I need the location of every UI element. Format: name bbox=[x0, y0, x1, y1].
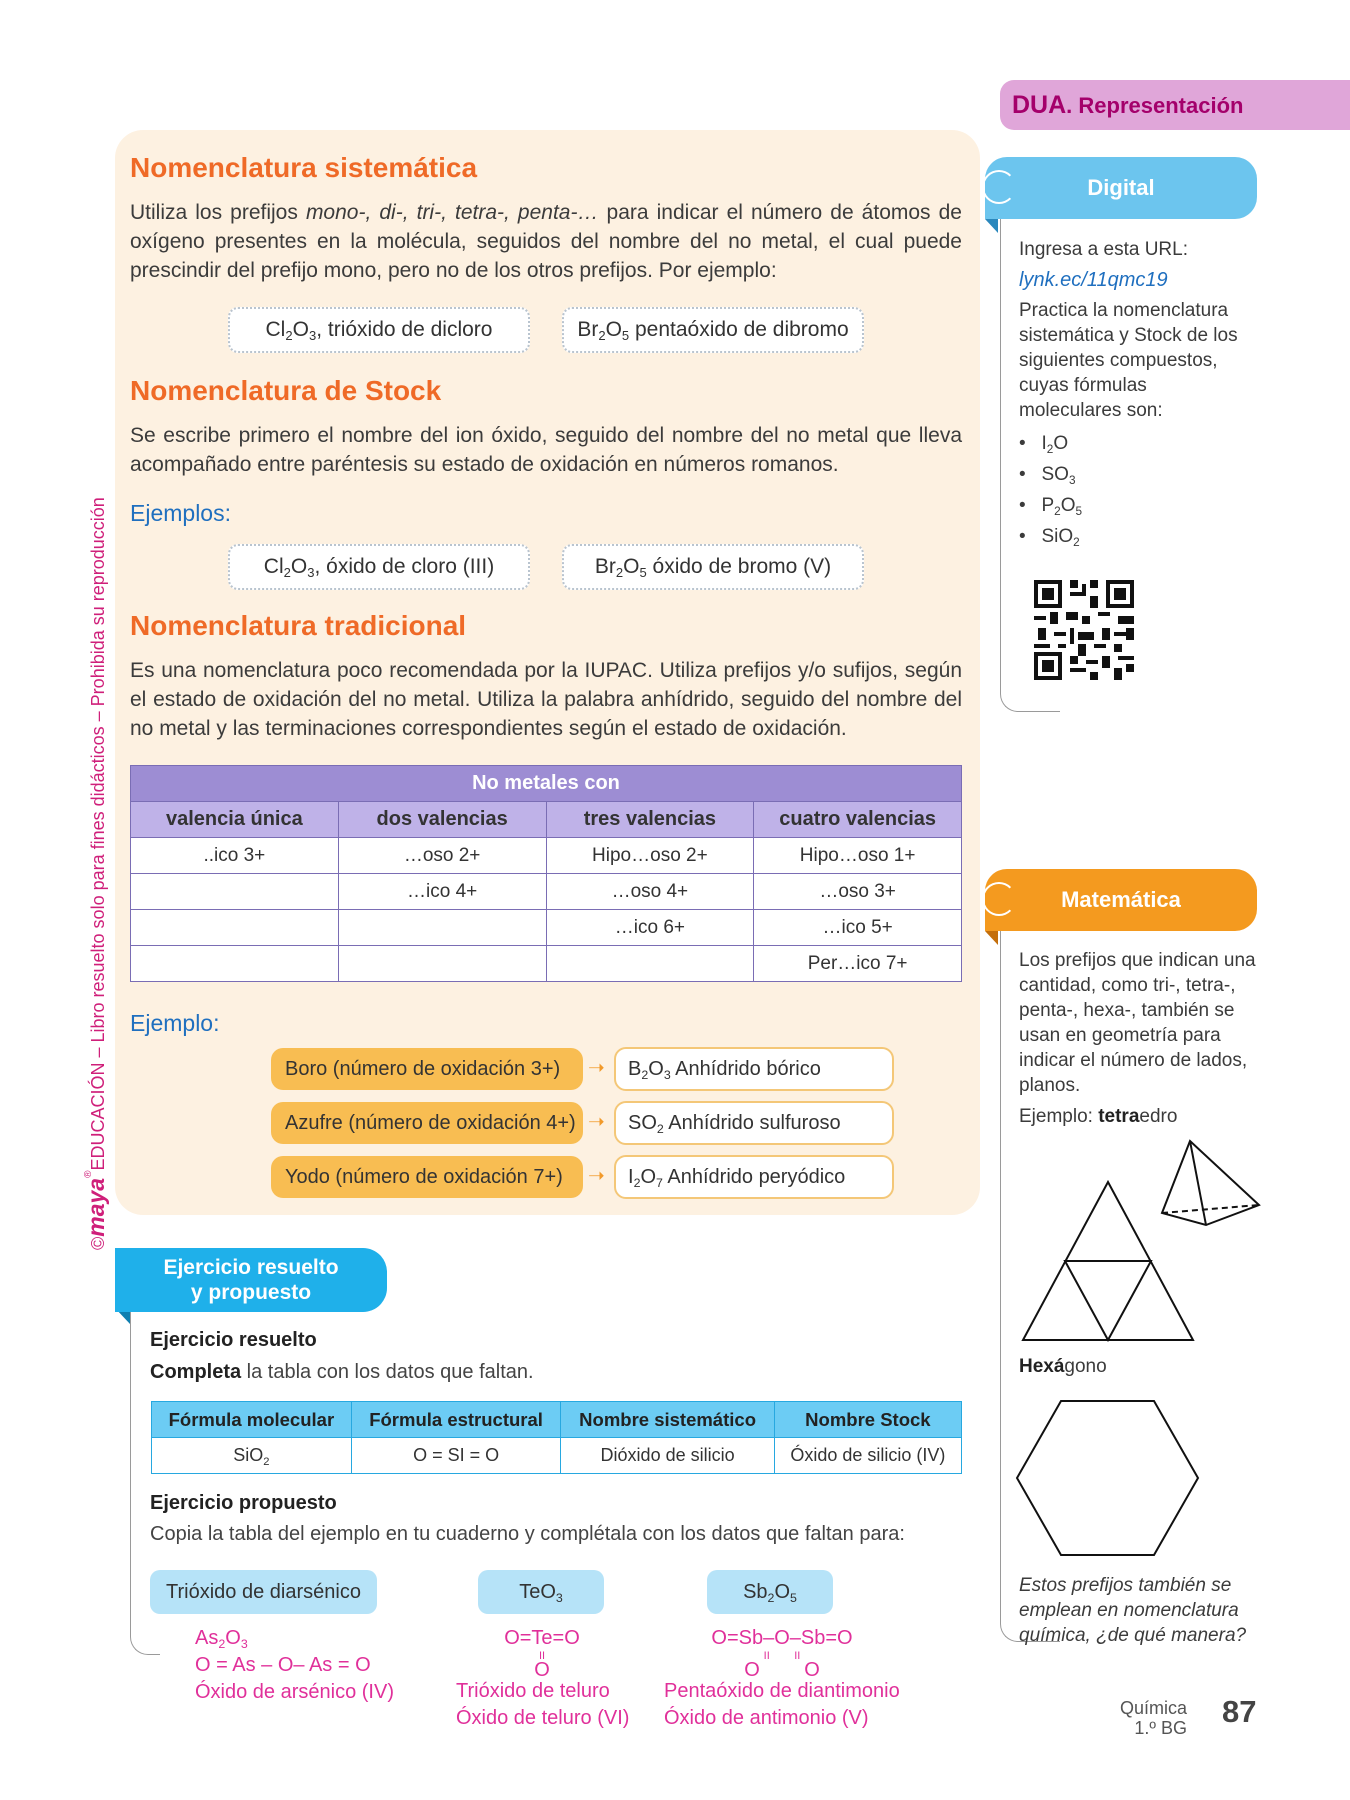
col-header: Fórmula estructural bbox=[351, 1402, 561, 1438]
list-item: • $P_2O_5$ bbox=[1019, 495, 1083, 518]
digital-url-link[interactable]: lynk.ec/11qmc19 bbox=[1019, 269, 1168, 291]
example-cl2o3-sistematico: $Cl_2O_3$, trióxido de dicloro bbox=[228, 307, 530, 353]
col-header: valencia única bbox=[131, 802, 339, 838]
answer-antimonio-names: Pentaóxido de diantimonio Óxido de antimonio (V) bbox=[664, 1680, 900, 1729]
copyright-text: EDUCACIÓN – Libro resuelto solo para fines didácticos – Prohibida su reproducción bbox=[88, 497, 108, 1171]
chain-left-boro: Boro (número de oxidación 3+) bbox=[271, 1048, 583, 1090]
table-cell: Hipo…oso 1+ bbox=[754, 838, 962, 874]
table-cell: Per…ico 7+ bbox=[754, 946, 962, 982]
tab-line-1: Ejercicio resuelto bbox=[163, 1256, 339, 1279]
chain-left-azufre: Azufre (número de oxidación 4+) bbox=[271, 1102, 583, 1144]
arrow-right-icon: ➝ bbox=[588, 1057, 605, 1079]
propuesto-text: Copia la tabla del ejemplo en tu cuaderno y complétala con los datos que faltan para: bbox=[150, 1523, 905, 1545]
stock-text: Se escribe primero el nombre del ion óxido, seguido del nombre del no metal que lleva acompañado entre paréntesis su estado de oxidación en números romanos. bbox=[130, 424, 962, 476]
table-row bbox=[131, 946, 962, 982]
nombre-stock-cell: Óxido de silicio (IV) bbox=[774, 1438, 961, 1474]
tetraedro-example: Ejemplo: tetraedro bbox=[1019, 1106, 1178, 1127]
table-cell bbox=[338, 910, 546, 946]
hexagon-diagram bbox=[1015, 1398, 1200, 1558]
table-cell: …oso 3+ bbox=[754, 874, 962, 910]
completa-instruction: Completa la tabla con los datos que faltan. bbox=[150, 1361, 534, 1383]
digital-text: Practica la nomenclatura sistemática y Stock de los siguientes compuestos, cuyas fórmulas moleculares son: bbox=[1019, 300, 1238, 421]
col-header: tres valencias bbox=[546, 802, 754, 838]
pill-teo3: TeO$_3$ bbox=[478, 1570, 604, 1614]
matematica-text: Los prefijos que indican una cantidad, como tri-, tetra-, penta-, hexa-, también se usan en geometría para indicar el número de lados, planos. bbox=[1019, 950, 1256, 1096]
table-cell bbox=[131, 874, 339, 910]
footer-subject: Química 1.º BG bbox=[1119, 1698, 1187, 1738]
pill-sb2o5: $Sb_2O_5$ bbox=[707, 1570, 833, 1614]
table-cell bbox=[131, 946, 339, 982]
hexagono-label: Hexágono bbox=[1019, 1356, 1107, 1377]
table-row bbox=[131, 838, 962, 874]
table-cell: …oso 4+ bbox=[546, 874, 754, 910]
matematica-header: Matemática bbox=[985, 869, 1257, 931]
table-cell bbox=[546, 946, 754, 982]
formula-estructural-cell: O = SI = O bbox=[351, 1438, 561, 1474]
matematica-fold bbox=[985, 931, 998, 945]
list-item: • $SO_3$ bbox=[1019, 464, 1076, 487]
table-cell: …ico 6+ bbox=[546, 910, 754, 946]
valence-table-title: No metales con bbox=[131, 766, 962, 802]
tetrahedron-diagram bbox=[1015, 1135, 1265, 1345]
chain-right-yodo: $I_2O_7$ Anhídrido peryódico bbox=[614, 1155, 894, 1199]
table-cell: Hipo…oso 2+ bbox=[546, 838, 754, 874]
formula-molecular-cell: SiO$_2$ bbox=[152, 1438, 352, 1474]
digital-fold bbox=[985, 219, 998, 233]
dua-label: DUA bbox=[1012, 91, 1067, 119]
valence-table bbox=[130, 765, 962, 982]
resuelto-title: Ejercicio resuelto bbox=[150, 1329, 317, 1351]
tab-line-2: y propuesto bbox=[190, 1281, 312, 1304]
page-number: 87 bbox=[1222, 1694, 1257, 1729]
ejemplos-label: Ejemplos: bbox=[130, 500, 231, 526]
table-row bbox=[131, 910, 962, 946]
digital-hook-icon bbox=[982, 170, 1016, 204]
qr-code-icon[interactable] bbox=[1034, 580, 1134, 680]
answer-antimonio-structure: O=Sb–O–Sb=O II II O O bbox=[711, 1627, 853, 1681]
section-title-sistematica: Nomenclatura sistemática bbox=[130, 152, 478, 183]
sistematica-text: Utiliza los prefijos mono-, di-, tri-, tetra-, penta-… para indicar el número de átomos de oxígeno presentes en la molécula, seguidos del nombre del no metal, el cual puede prescindir del prefijo mono, pero no de los otros prefijos. Por ejemplo: bbox=[130, 201, 962, 282]
chain-right-boro: $B_2O_3$ Anhídrido bórico bbox=[614, 1047, 894, 1091]
answer-arsenico: $As_2O_3$ O = As – O– As = O Óxido de arsénico (IV) bbox=[195, 1627, 394, 1703]
matematica-hook-icon bbox=[982, 882, 1016, 916]
propuesto-title: Ejercicio propuesto bbox=[150, 1492, 337, 1514]
col-header: dos valencias bbox=[338, 802, 546, 838]
tradicional-text: Es una nomenclatura poco recomendada por la IUPAC. Utiliza prefijos y/o sufijos, según el estado de oxidación del no metal. Utiliza la palabra anhídrido, seguido del nombre del no metal y las terminaciones correspondientes según el estado de oxidación. bbox=[130, 659, 962, 740]
nombre-sistematico-cell: Dióxido de silicio bbox=[561, 1438, 774, 1474]
arrow-right-icon: ➝ bbox=[588, 1111, 605, 1133]
chain-left-yodo: Yodo (número de oxidación 7+) bbox=[271, 1156, 583, 1198]
matematica-question: Estos prefijos también se emplean en nomenclatura química, ¿de qué manera? bbox=[1019, 1575, 1247, 1646]
col-header: Nombre Stock bbox=[774, 1402, 961, 1438]
table-cell: …ico 5+ bbox=[754, 910, 962, 946]
copyright-note: ©maya®EDUCACIÓN – Libro resuelto solo para fines didácticos – Prohibida su reproducción bbox=[83, 497, 109, 1250]
section-title-tradicional: Nomenclatura tradicional bbox=[130, 610, 467, 641]
answer-teluro-names: Trióxido de teluro Óxido de teluro (VI) bbox=[456, 1680, 630, 1729]
compound-list bbox=[1019, 428, 1082, 552]
exercise-table bbox=[151, 1401, 962, 1474]
table-cell: ..ico 3+ bbox=[131, 838, 339, 874]
ejercicio-tab bbox=[115, 1248, 387, 1312]
table-row bbox=[131, 874, 962, 910]
example-br2o5-stock: $Br_2O_5$ óxido de bromo (V) bbox=[562, 544, 864, 590]
ejemplo-label: Ejemplo: bbox=[130, 1010, 220, 1036]
digital-intro: Ingresa a esta URL: bbox=[1019, 239, 1188, 260]
col-header: Fórmula molecular bbox=[152, 1402, 352, 1438]
dua-subtitle: . Representación bbox=[1066, 93, 1244, 118]
dua-banner bbox=[1000, 80, 1350, 130]
section-title-stock: Nomenclatura de Stock bbox=[130, 375, 442, 406]
table-cell bbox=[131, 910, 339, 946]
pill-trioxido-diarsenico: Trióxido de diarsénico bbox=[150, 1570, 377, 1614]
col-header: cuatro valencias bbox=[754, 802, 962, 838]
digital-header: Digital bbox=[985, 157, 1257, 219]
list-item: • $I_2O$ bbox=[1019, 433, 1069, 456]
list-item: • SiO$_2$ bbox=[1019, 526, 1080, 549]
brand-logo: maya bbox=[83, 1177, 109, 1237]
example-br2o5-sistematico: $Br_2O_5$ pentaóxido de dibromo bbox=[562, 307, 864, 353]
table-row bbox=[152, 1438, 962, 1474]
chain-right-azufre: $SO_2$ Anhídrido sulfuroso bbox=[614, 1101, 894, 1145]
table-cell: …oso 2+ bbox=[338, 838, 546, 874]
arrow-right-icon: ➝ bbox=[588, 1165, 605, 1187]
table-cell bbox=[338, 946, 546, 982]
table-cell: …ico 4+ bbox=[338, 874, 546, 910]
col-header: Nombre sistemático bbox=[561, 1402, 774, 1438]
copyright-symbol: © bbox=[88, 1236, 108, 1250]
answer-formula: $As_2O_3$ bbox=[195, 1627, 248, 1651]
example-cl2o3-stock: $Cl_2O_3$, óxido de cloro (III) bbox=[228, 544, 530, 590]
answer-teluro-structure: O=Te=O II O bbox=[504, 1627, 580, 1681]
